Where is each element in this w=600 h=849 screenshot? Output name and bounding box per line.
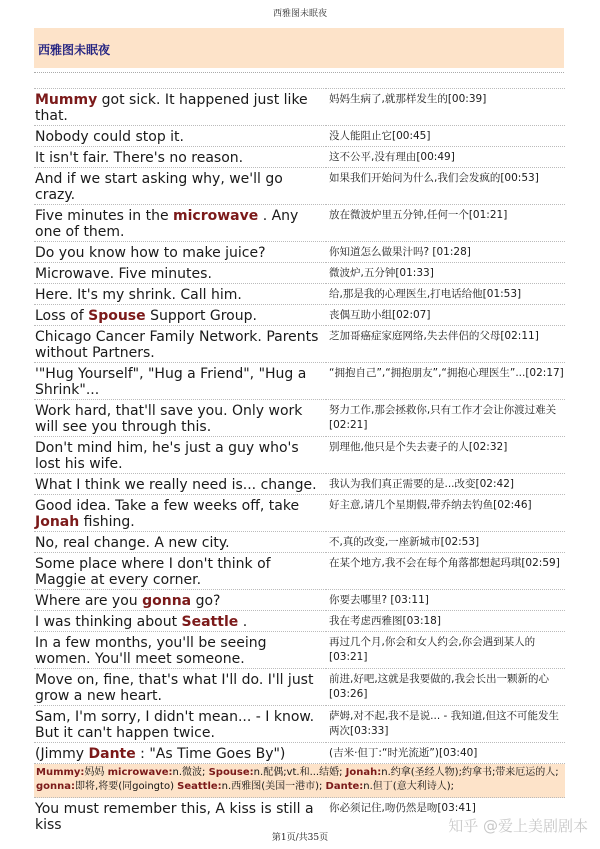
english-line [34, 632, 326, 669]
chinese-translation: 放在微波炉里五分钟,任何一个[01:21] [326, 205, 565, 242]
chinese-translation: 没人能阻止它[00:45] [326, 126, 565, 147]
chinese-translation: 我在考虑西雅图[03:18] [326, 611, 565, 632]
english-line [34, 590, 326, 611]
english-text: No, real change. A new city. [35, 535, 230, 551]
dialogue-row [34, 400, 565, 437]
english-text: What I think we really need is... change. [35, 477, 317, 493]
chinese-translation: 如果我们开始问为什么,我们会发疯的[00:53] [326, 168, 565, 205]
english-line [34, 363, 326, 400]
running-head: 西雅图未眠夜 [272, 9, 327, 19]
english-text: You must remember this, A kiss is still a kiss [35, 801, 314, 833]
vocab-definition: n.约拿(圣经人物);约拿书;带来厄运的人; [381, 767, 559, 778]
dialogue-row [34, 363, 565, 400]
english-line [34, 706, 326, 743]
english-text: Some place where I don't think of Maggie at every corner. [35, 556, 271, 588]
english-text: Support Group. [145, 308, 257, 324]
dialogue-row [34, 706, 565, 743]
dialogue-row [34, 168, 565, 205]
dialogue-row [34, 532, 565, 553]
english-line [34, 263, 326, 284]
english-text: Sam, I'm sorry, I didn't mean... - I know. But it can't happen twice. [35, 709, 315, 741]
divider [34, 72, 564, 73]
dialogue-row [34, 611, 565, 632]
english-text: Good idea. Take a few weeks off, take [35, 498, 300, 514]
watermark: 知乎 @爱上美剧剧本 [448, 817, 588, 835]
english-line [34, 532, 326, 553]
english-text: (Jimmy [35, 746, 89, 762]
vocab-definition: n.但丁(意大利诗人); [363, 781, 454, 792]
chinese-translation: (吉米·但丁:“时光流逝”)[03:40] [326, 743, 565, 764]
dialogue-row [34, 474, 565, 495]
english-text: Do you know how to make juice? [35, 245, 266, 261]
vocab-definition: n.微波; [172, 767, 209, 778]
english-text: fishing. [79, 514, 135, 530]
keyword: Spouse [88, 308, 146, 324]
title-band [34, 28, 564, 68]
keyword: gonna [142, 593, 192, 609]
chinese-translation: 不,真的改变,一座新城市[02:53] [326, 532, 565, 553]
english-line [34, 495, 326, 532]
page-footer: 第1页/共35页 [271, 833, 329, 843]
dialogue-row [34, 669, 565, 706]
english-line [34, 205, 326, 242]
english-line [34, 474, 326, 495]
english-text: . [238, 614, 248, 630]
dialogue-row [34, 284, 565, 305]
vocab-definition: 即将,将要(同goingto) [75, 781, 178, 792]
page-title: 西雅图未眠夜 [38, 43, 111, 57]
chinese-translation: 芝加哥癌症家庭网络,失去伴侣的父母[02:11] [326, 326, 565, 363]
chinese-translation: 萨姆,对不起,我不是说... - 我知道,但这不可能发生两次[03:33] [326, 706, 565, 743]
chinese-translation: 好主意,请几个星期假,带乔纳去钓鱼[02:46] [326, 495, 565, 532]
english-line [34, 798, 326, 835]
keyword: Dante [88, 746, 136, 762]
english-text: Where are you [35, 593, 143, 609]
keyword: microwave [173, 208, 259, 224]
dialogue-row [34, 743, 565, 764]
dialogue-row [34, 590, 565, 611]
english-text: Loss of [35, 308, 89, 324]
chinese-translation: 再过几个月,你会和女人约会,你会遇到某人的[03:21] [326, 632, 565, 669]
dialogue-row [34, 553, 565, 590]
english-text: got sick. It happened just like that. [35, 92, 308, 124]
dialogue-row [34, 495, 565, 532]
keyword: Mummy [35, 92, 98, 108]
english-text: go? [191, 593, 221, 609]
english-text: Chicago Cancer Family Network. Parents without Partners. [35, 329, 319, 361]
keyword: Seattle [181, 614, 239, 630]
vocabulary-row [34, 764, 565, 798]
dialogue-row [34, 305, 565, 326]
chinese-translation: 你要去哪里? [03:11] [326, 590, 565, 611]
english-text: : "As Time Goes By") [135, 746, 286, 762]
english-line [34, 611, 326, 632]
english-line [34, 326, 326, 363]
dialogue-row [34, 89, 565, 126]
english-text: And if we start asking why, we'll go crazy. [35, 171, 283, 203]
english-line [34, 669, 326, 706]
english-line [34, 400, 326, 437]
dialogue-row [34, 126, 565, 147]
chinese-translation: 你知道怎么做果汁吗? [01:28] [326, 242, 565, 263]
vocab-word: Dante: [325, 781, 364, 792]
chinese-translation: 努力工作,那会拯救你,只有工作才会让你渡过难关[02:21] [326, 400, 565, 437]
english-line [34, 743, 326, 764]
english-line [34, 126, 326, 147]
dialogue-row [34, 205, 565, 242]
chinese-translation: 这不公平,没有理由[00:49] [326, 147, 565, 168]
chinese-translation: 妈妈生病了,就那样发生的[00:39] [326, 89, 565, 126]
dialogue-row [34, 147, 565, 168]
english-text: I was thinking about [35, 614, 182, 630]
dialogue-table [34, 88, 565, 834]
english-text: Don't mind him, he's just a guy who's lost his wife. [35, 440, 299, 472]
english-text: In a few months, you'll be seeing women. You'll meet someone. [35, 635, 267, 667]
english-line [34, 305, 326, 326]
vocabulary-notes [34, 764, 565, 798]
chinese-translation: 丧偶互助小组[02:07] [326, 305, 565, 326]
vocab-definition: n.西雅图(美国一港市); [221, 781, 326, 792]
vocab-definition: 妈妈 [84, 767, 108, 778]
dialogue-row [34, 263, 565, 284]
chinese-translation: 你必须记住,吻仍然是吻[03:41] [326, 798, 565, 835]
vocab-word: Jonah: [345, 767, 382, 778]
english-text: It isn't fair. There's no reason. [35, 150, 244, 166]
english-text: '"Hug Yourself", "Hug a Friend", "Hug a Shrink"... [35, 366, 307, 398]
chinese-translation: 前进,好吧,这就是我要做的,我会长出一颗新的心[03:26] [326, 669, 565, 706]
vocab-word: Mummy: [36, 767, 85, 778]
english-line [34, 168, 326, 205]
english-line [34, 553, 326, 590]
vocab-word: Spouse: [208, 767, 254, 778]
dialogue-row [34, 326, 565, 363]
vocab-word: microwave: [107, 767, 173, 778]
chinese-translation: 我认为我们真正需要的是...改变[02:42] [326, 474, 565, 495]
english-text: Five minutes in the [35, 208, 174, 224]
dialogue-row [34, 242, 565, 263]
english-line [34, 242, 326, 263]
english-text: Here. It's my shrink. Call him. [35, 287, 242, 303]
english-text: Work hard, that'll save you. Only work will see you through this. [35, 403, 303, 435]
english-text: Move on, fine, that's what I'll do. I'll just grow a new heart. [35, 672, 314, 704]
dialogue-row [34, 437, 565, 474]
dialogue-row [34, 632, 565, 669]
vocab-word: Seattle: [177, 781, 222, 792]
vocab-definition: n.配偶;vt.和...结婚; [253, 767, 346, 778]
english-line [34, 147, 326, 168]
english-text: Microwave. Five minutes. [35, 266, 212, 282]
english-line [34, 89, 326, 126]
english-text: Nobody could stop it. [35, 129, 184, 145]
chinese-translation: 别理他,他只是个失去妻子的人[02:32] [326, 437, 565, 474]
chinese-translation: 在某个地方,我不会在每个角落都想起玛琪[02:59] [326, 553, 565, 590]
keyword: Jonah [35, 514, 80, 530]
chinese-translation: 给,那是我的心理医生,打电话给他[01:53] [326, 284, 565, 305]
vocab-word: gonna: [36, 781, 76, 792]
chinese-translation: 微波炉,五分钟[01:33] [326, 263, 565, 284]
english-text: . Any one of them. [35, 208, 299, 240]
chinese-translation: “拥抱自己”,“拥抱朋友”,“拥抱心理医生”...[02:17] [326, 363, 565, 400]
english-line [34, 284, 326, 305]
english-line [34, 437, 326, 474]
